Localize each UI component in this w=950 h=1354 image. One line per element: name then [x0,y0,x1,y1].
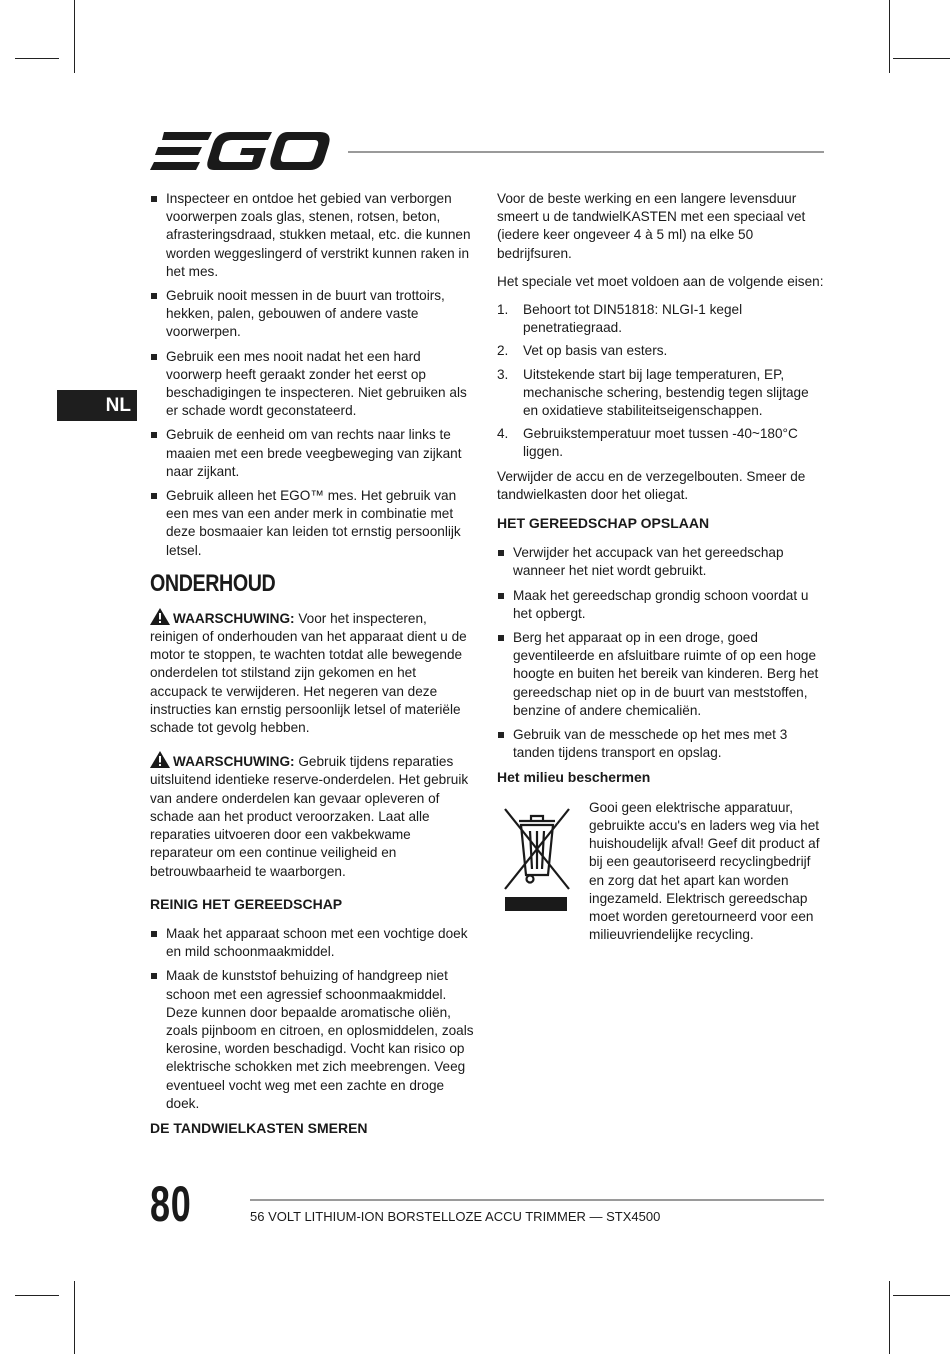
warning-block [150,751,477,880]
bullet-square-icon [151,931,157,937]
bullet-square-icon [498,550,504,556]
recycle-block [497,799,824,949]
gear-outro: Verwijder de accu en de verzegelbouten. Smeer de tandwielkasten door het oliegat. [497,468,806,502]
list-item: Verwijder het accupack van het gereedschap wanneer het niet wordt gebruikt. [497,544,824,580]
list-item: Berg het apparaat op in een droge, goed geventileerde en afsluitbare ruimte of op een hoge hoogte en buiten het bereik van kinderen. Berg het gereedschap niet op in de buurt van meststoffen, benzine of andere chemicaliën. [497,629,824,720]
bullet-square-icon [151,493,157,499]
list-item: Inspecteer en ontdoe het gebied van verborgen voorwerpen zoals glas, stenen, rotsen, beton, afrasteringsdraad, stukken metaal, etc. die kunnen worden weggeslingerd of verstrikt kunnen raken in het mes. [150,190,477,281]
list-item: Gebruik van de messchede op het mes met 3 tanden tijdens transport en opslag. [497,726,824,762]
warning-label: WAARSCHUWING: [173,610,295,626]
header-rule [348,151,824,153]
list-item: 2. Vet op basis van esters. [497,343,668,359]
bullet-square-icon [151,354,157,360]
bullet-square-icon [498,635,504,641]
bullet-square-icon [498,593,504,599]
list-item: Gebruik alleen het EGO™ mes. Het gebruik van een mes van een ander merk in combinatie met deze bosmaaier kan leiden tot ernstig persoonlijk letsel. [150,487,477,560]
storage-heading: HET GEREEDSCHAP OPSLAAN [497,515,710,532]
bullet-square-icon [498,732,504,738]
crop-mark [15,1295,59,1296]
crop-mark [889,0,890,73]
grease-requirements-intro: Het speciale vet moet voldoen aan de volgende eisen: [497,273,824,289]
list-item: Gebruik een mes nooit nadat het een hard voorwerp heeft geraakt zonder het eerst op beschadigingen te inspecteren. Niet gebruiken als er schade wordt geconstateerd. [150,348,477,421]
footer-rule [250,1199,824,1201]
list-item: Gebruik nooit messen in de buurt van trottoirs, hekken, palen, gebouwen of andere vaste voorwerpen. [150,287,477,342]
safety-bullet-list [150,190,477,560]
bullet-square-icon [151,973,157,979]
warning-text: Gebruik tijdens reparaties uitsluitend identieke reserve-onderdelen. Het gebruik van andere onderdelen kan gevaar opleveren of schade aan het product veroorzaken. Laat alle reparaties uitvoeren door een vakbekwame reparateur om een continue veiligheid en betrouwbaarheid te waarborgen. [150,754,469,879]
crop-mark [889,1281,890,1354]
gear-intro: Voor de beste werking en een langere levensduur smeert u de tandwielKASTEN met een speciaal vet (iedere keer ongeveer 4 à 5 ml) na elke 50 bedrijfsuren. [497,191,806,261]
crop-mark [15,58,59,59]
warning-triangle-icon [150,608,170,625]
environment-heading: Het milieu beschermen [497,769,651,786]
language-tab: NL [57,390,137,421]
gear-heading: DE TANDWIELKASTEN SMEREN [150,1119,368,1136]
page-number: 80 [150,1176,192,1232]
left-column [150,190,477,1149]
list-item: Gebruik de eenheid om van rechts naar links te maaien met een brede veegbeweging van zijkant naar zijkant. [150,426,477,481]
warning-block [150,608,477,737]
bullet-square-icon [151,432,157,438]
warning-triangle-icon [150,751,170,768]
crop-mark [74,0,75,73]
list-item: Maak de kunststof behuizing of handgreep niet schoon met een agressief schoonmaakmiddel. Deze kunnen door bepaalde aromatische oliën, zoals pijnboom en citroen, en oplosmiddelen, zoals kerosine, worden beschadigd. Vocht kan risico op elektrische schokken met zich meebrengen. Veeg eventueel vocht weg met een zachte en droge doek. [150,967,477,1113]
crop-mark [74,1281,75,1354]
clean-bullet-list [150,925,477,1113]
requirements-list [497,301,824,462]
clean-heading: REINIG HET GEREEDSCHAP [150,895,343,912]
crop-mark [893,1295,950,1296]
crossed-out-bin-icon [497,799,577,911]
ego-logo [150,130,332,172]
environment-text: Gooi geen elektrische apparatuur, gebruikte accu's en laders weg via het huishoudelijk afval! Geef dit product af bij een geautoriseerd recyclingbedrijf en zorg dat het apart kan worden ingezameld. Elektrisch gereedschap moet worden geretourneerd voor een milieuvriendelijke recycling. [589,799,820,943]
list-item: Maak het gereedschap grondig schoon voordat u het opbergt. [497,587,824,623]
bullet-square-icon [151,196,157,202]
crop-mark [893,58,950,59]
list-item: 3. Uitstekende start bij lage temperaturen, EP, mechanische schering, bestendig tegen slijtage en oxidatieve stabiliteitseigenschappen. [497,366,809,419]
section-title: ONDERHOUD [150,569,276,597]
footer-product-line: 56 VOLT LITHIUM-ION BORSTELLOZE ACCU TRIMMER — STX4500 [250,1209,661,1224]
bullet-square-icon [151,293,157,299]
list-item: 4. Gebruikstemperatuur moet tussen -40~180°C liggen. [497,426,798,460]
list-item: 1. Behoort tot DIN51818: NLGI-1 kegel penetratiegraad. [497,302,743,336]
storage-bullet-list [497,544,824,762]
right-column [497,190,824,949]
warning-text: Voor het inspecteren, reinigen of onderhouden van het apparaat dient u de motor te stoppen, te wachten totdat alle bewegende onderdelen tot stilstand zijn gekomen en het accupack te verwijderen. Het negeren van deze instructies kan ernstig persoonlijk letsel of materiële schade tot gevolg hebben. [150,610,467,736]
warning-label: WAARSCHUWING: [173,754,295,770]
list-item: Maak het apparaat schoon met een vochtige doek en mild schoonmaakmiddel. [150,925,477,961]
